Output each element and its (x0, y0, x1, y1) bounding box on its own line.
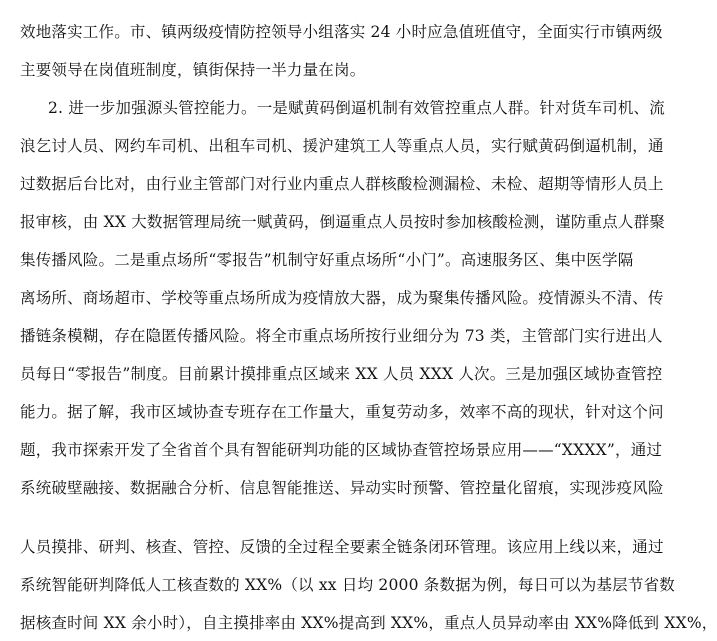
text-line: 过数据后台比对，由行业主管部门对行业内重点人群核酸检测漏检、未检、超期等情形人员上 (20, 175, 664, 193)
text-line: 报审核，由 XX 大数据管理局统一赋黄码，倒逼重点人员按时参加核酸检测，谨防重点人群聚 (20, 213, 666, 231)
text-line: 离场所、商场超市、学校等重点场所成为疫情放大器，成为聚集传播风险。疫情源头不清、传 (20, 289, 664, 307)
text-line: 据核查时间 XX 余小时），自主摸排率由 XX%提高到 XX%，重点人员异动率由 XX%降低到 XX%， (20, 614, 717, 632)
text-line: 播链条模糊，存在隐匿传播风险。将全市重点场所按行业细分为 73 类，主管部门实行进出人 (20, 327, 663, 345)
text-line: 系统智能研判降低人工核查数的 XX%（以 xx 日均 2000 条数据为例，每日可以为基层节省数 (20, 576, 675, 594)
text-line: 主要领导在岗值班制度，镇街保持一半力量在岗。 (20, 61, 366, 79)
text-line: 员每日“零报告”制度。目前累计摸排重点区域来 XX 人员 XXX 人次。三是加强区域协查管控 (20, 365, 663, 383)
text-line: 能力。据了解，我市区域协查专班存在工作量大，重复劳动多，效率不高的现状，针对这个问 (20, 403, 664, 421)
text-line: 浪乞讨人员、网约车司机、出租车司机、援沪建筑工人等重点人员，实行赋黄码倒逼机制，通 (20, 137, 664, 155)
text-line: 效地落实工作。市、镇两级疫情防控领导小组落实 24 小时应急值班值守，全面实行市镇两级 (20, 23, 663, 41)
paragraph-heading-line: 2. 进一步加强源头管控能力。一是赋黄码倒逼机制有效管控重点人群。针对货车司机、流 (48, 99, 665, 117)
text-line: 集传播风险。二是重点场所“零报告”机制守好重点场所“小门”。高速服务区、集中医学隔 (20, 251, 634, 269)
text-line: 人员摸排、研判、核查、管控、反馈的全过程全要素全链条闭环管理。该应用上线以来，通过 (20, 538, 664, 556)
text-line: 系统破壁融接、数据融合分析、信息智能推送、异动实时预警、管控量化留痕，实现涉疫风险 (20, 479, 664, 497)
text-line: 题，我市探索开发了全省首个具有智能研判功能的区域协查管控场景应用——“XXXX”，通过 (20, 441, 663, 459)
